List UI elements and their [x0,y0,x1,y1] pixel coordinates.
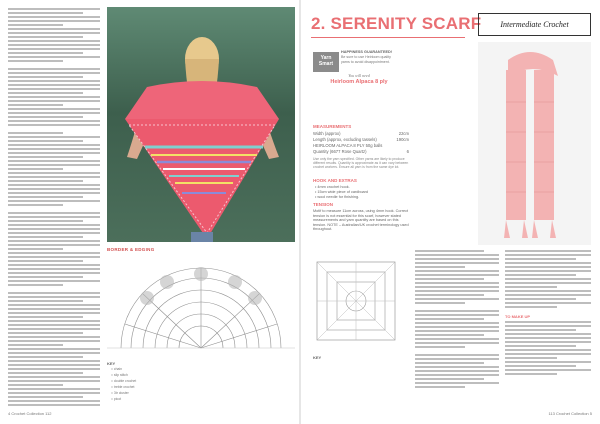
section-title: BORDER & EDGING [107,247,155,252]
key-item: = treble crochet [111,385,135,389]
measurement-row: Quantity (6677 Rose Quartz) 6 [313,149,409,154]
left-footer: 4 Crochet Collection 112 [8,411,52,416]
key-item: = double crochet [111,379,137,383]
you-will-need-label: You will need [348,73,370,78]
left-key-title: KEY [107,361,116,366]
border-chart-diagram [107,254,295,356]
tension-title: TENSION [313,202,334,207]
yarn-name: Heirloom Alpaca 8 ply [330,79,388,85]
happiness-heading: HAPPINESS GUARANTEED! [341,50,393,54]
measurement-row: HEIRLOOM ALPACA 8 PLY 50g balls [313,143,383,148]
key-item: = picot [111,397,122,401]
page-gutter [299,0,301,424]
scarf-photo [478,42,591,245]
title-underline [311,37,465,38]
motif-chart-diagram [313,258,399,344]
key-item: = slip stitch [111,373,128,377]
key-item: = 3tr cluster [111,391,129,395]
to-make-up-title: TO MAKE UP [505,314,531,319]
measurement-row: Width (approx) 22cm [313,131,409,136]
happiness-text: Be sure to use Heirloom quality yarns to avoid disappointment. [341,55,391,64]
right-footer: 113 Crochet Collection 5 [548,411,592,416]
measurements-title: MEASUREMENTS [313,124,352,129]
yarn-smart-badge: Yarn Smart [313,52,339,72]
right-key-title: KEY [313,355,322,360]
left-pattern-text [8,8,100,408]
right-pattern-text-col2 [505,250,591,377]
tension-text: Motif to measure 11cm across, using 4mm hook. Correct tension is not essential for this scarf, however stated measurements and yarn quantity are based on this tension. NOTE – Australian/UK crochet terminology used throughout. [313,209,409,232]
shawl-photo [107,7,295,242]
pattern-title: 2. SERENITY SCARF [311,14,482,33]
measurement-row: Length (approx, excluding tassels) 190cm [313,137,409,142]
hook-item: • 15cm wide piece of cardboard [315,190,369,194]
right-pattern-text-col1 [415,250,499,390]
skill-level-label: Intermediate Crochet [478,13,591,36]
yarn-note: Use only the yarn specified. Other yarns are likely to produce different results. Quantity is approximate as it can vary between crochet workers. Ensure all yarn is from the same dye lot. [313,157,409,170]
hook-item: • wool needle for finishing. [315,195,360,199]
you-will-need-block [313,73,405,91]
hook-title: HOOK AND EXTRAS [313,178,357,183]
key-item: = chain [111,367,123,371]
hook-item: • 4mm crochet hook. [315,185,350,189]
